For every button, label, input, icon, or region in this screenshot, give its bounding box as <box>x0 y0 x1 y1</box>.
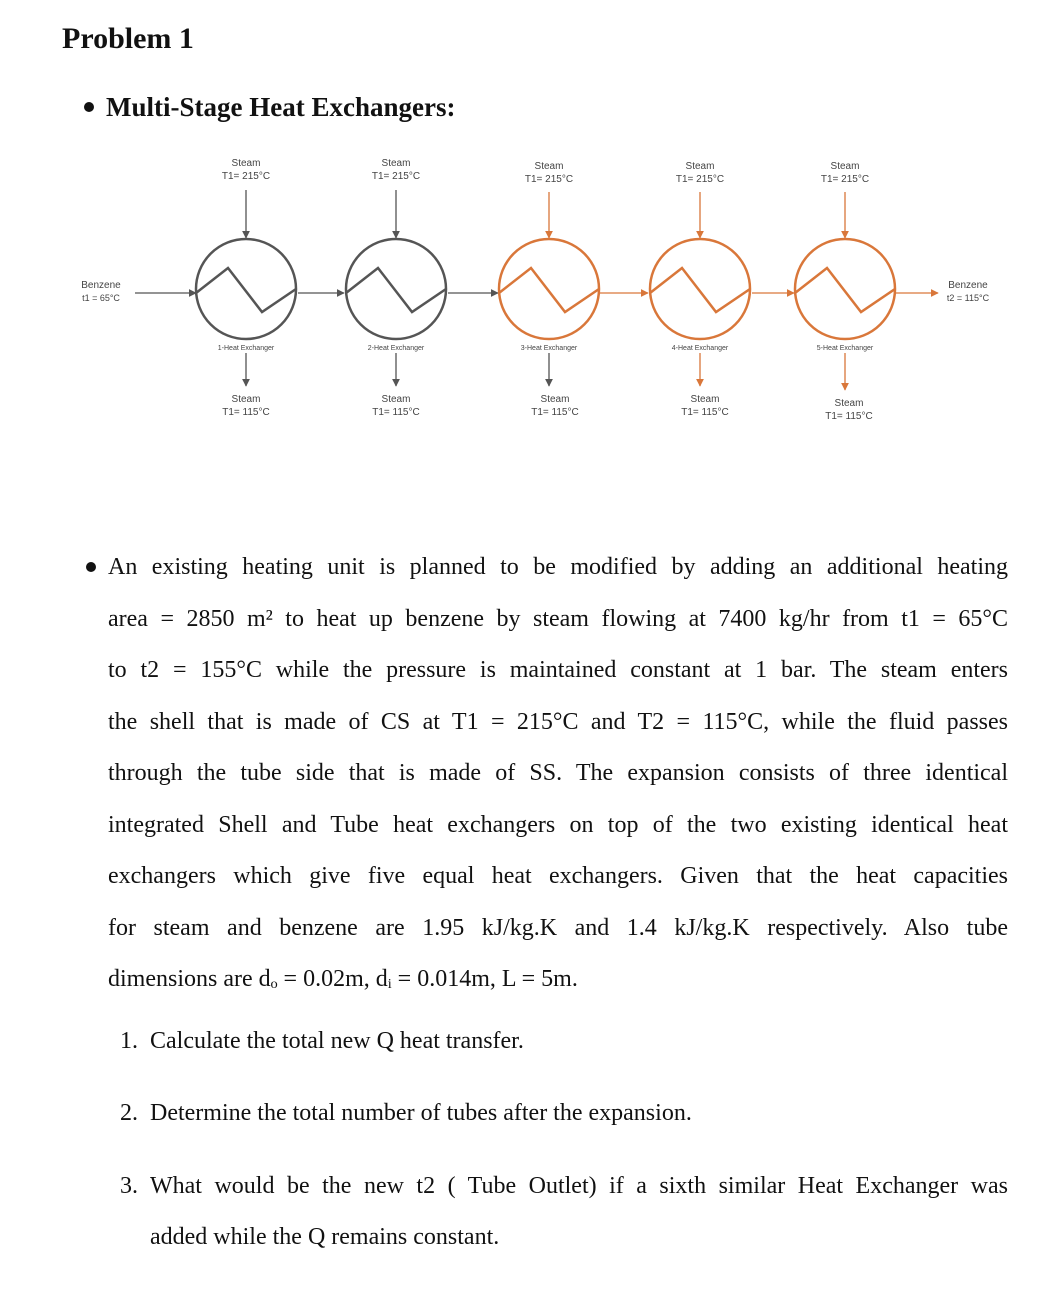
exchanger-2-inlet-temp: T1= 215°C <box>371 171 421 182</box>
exchanger-5-inlet-name: Steam <box>830 161 860 172</box>
heat-exchanger-2 <box>346 158 446 418</box>
exchanger-4-label: 4-Heat Exchanger <box>671 345 729 352</box>
exchanger-2-outlet-temp: T1= 115°C <box>372 407 420 418</box>
statement-line: to t2 = 155°C while the pressure is maintained constant at 1 bar. The steam enters <box>108 657 1008 683</box>
statement-line: An existing heating unit is planned to be modified by adding an additional heating <box>108 554 1008 580</box>
exchanger-1-outlet-temp: T1= 115°C <box>222 407 270 418</box>
exchanger-5-circle <box>795 239 895 339</box>
question-3 <box>120 1173 1010 1200</box>
exchanger-2-label: 2-Heat Exchanger <box>367 345 425 352</box>
exchanger-3-label: 3-Heat Exchanger <box>520 345 578 352</box>
heat-exchanger-diagram <box>0 140 1048 440</box>
exchanger-3-outlet-name: Steam <box>540 394 570 405</box>
exchanger-5-outlet-temp: T1= 115°C <box>825 411 873 422</box>
question-number: 3. <box>120 1173 138 1199</box>
benzene-out-name: Benzene <box>948 280 988 291</box>
exchanger-4-tube-icon <box>650 268 750 312</box>
exchanger-3-circle <box>499 239 599 339</box>
section-heading <box>84 92 455 123</box>
heat-exchanger-5 <box>795 161 895 422</box>
benzene-in-name: Benzene <box>81 280 121 291</box>
statement-line: exchangers which give five equal heat exchangers. Given that the heat capacities <box>108 863 1008 889</box>
question-text: What would be the new t2 ( Tube Outlet) if a sixth similar Heat Exchanger was <box>150 1173 1008 1199</box>
exchanger-4-outlet-temp: T1= 115°C <box>681 407 729 418</box>
exchanger-3-inlet-name: Steam <box>534 161 564 172</box>
exchanger-4-circle <box>650 239 750 339</box>
statement-line: through the tube side that is made of SS. The expansion consists of three identical <box>108 760 1008 786</box>
benzene-in-temp: t1 = 65°C <box>82 293 120 303</box>
exchanger-4-inlet-temp: T1= 215°C <box>675 174 725 185</box>
exchanger-4-outlet-name: Steam <box>690 394 720 405</box>
bullet-icon <box>84 102 94 112</box>
question-text: Calculate the total new Q heat transfer. <box>150 1028 524 1054</box>
exchanger-5-label: 5-Heat Exchanger <box>816 345 874 352</box>
problem-statement <box>108 542 1008 1006</box>
question-1 <box>120 1028 524 1055</box>
exchanger-1-inlet-name: Steam <box>231 158 261 169</box>
exchanger-1-inlet-temp: T1= 215°C <box>221 171 271 182</box>
question-text: Determine the total number of tubes after the expansion. <box>150 1100 692 1126</box>
question-3-continuation: added while the Q remains constant. <box>150 1224 500 1250</box>
statement-line: area = 2850 m² to heat up benzene by steam flowing at 7400 kg/hr from t1 = 65°C <box>108 605 1008 632</box>
statement-line: dimensions are dₒ = 0.02m, dᵢ = 0.014m, L = 5m. <box>108 966 578 992</box>
question-number: 1. <box>120 1028 138 1054</box>
exchanger-2-tube-icon <box>346 268 446 312</box>
exchanger-2-outlet-name: Steam <box>381 394 411 405</box>
section-heading-text: Multi-Stage Heat Exchangers: <box>106 92 456 122</box>
exchanger-5-outlet-name: Steam <box>834 398 864 409</box>
question-2 <box>120 1100 692 1127</box>
heat-exchanger-3 <box>499 161 599 418</box>
heat-exchanger-1 <box>196 158 296 418</box>
exchanger-1-circle <box>196 239 296 339</box>
exchanger-3-outlet-temp: T1= 115°C <box>531 407 579 418</box>
exchanger-2-circle <box>346 239 446 339</box>
exchanger-1-tube-icon <box>196 268 296 312</box>
exchanger-5-tube-icon <box>795 268 895 312</box>
statement-line: for steam and benzene are 1.95 kJ/kg.K and 1.4 kJ/kg.K respectively. Also tube <box>108 914 1008 941</box>
exchanger-3-tube-icon <box>499 268 599 312</box>
exchanger-5-inlet-temp: T1= 215°C <box>820 174 870 185</box>
statement-line: the shell that is made of CS at T1 = 215°C and T2 = 115°C, while the fluid passes <box>108 708 1008 735</box>
problem-title: Problem 1 <box>62 22 194 55</box>
exchanger-4-inlet-name: Steam <box>685 161 715 172</box>
heat-exchanger-4 <box>650 161 750 418</box>
benzene-out-temp: t2 = 115°C <box>946 293 990 303</box>
exchanger-1-outlet-name: Steam <box>231 394 261 405</box>
exchanger-1-label: 1-Heat Exchanger <box>217 345 275 352</box>
bullet-icon <box>86 562 96 572</box>
exchanger-3-inlet-temp: T1= 215°C <box>524 174 574 185</box>
question-number: 2. <box>120 1100 138 1126</box>
exchanger-2-inlet-name: Steam <box>381 158 411 169</box>
statement-line: integrated Shell and Tube heat exchangers on top of the two existing identical heat <box>108 811 1008 838</box>
